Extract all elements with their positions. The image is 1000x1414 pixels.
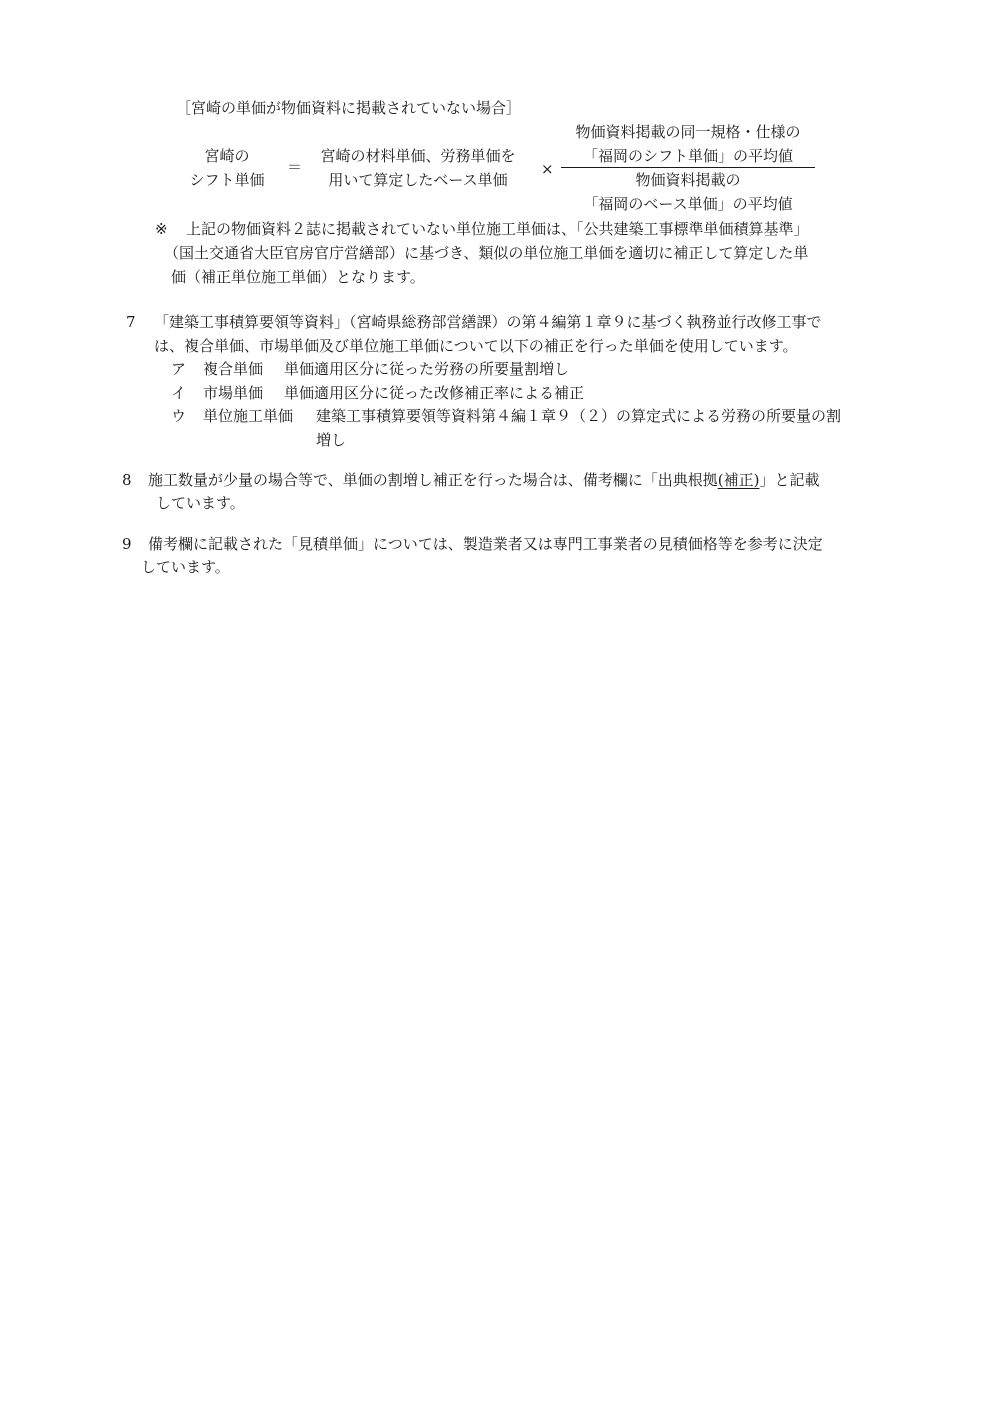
item8-line1-underlined: (補正) [717, 471, 760, 489]
note-line3: 価（補正単位施工単価）となります。 [171, 268, 425, 286]
formula-lhs-line1: 宮崎の [204, 147, 250, 165]
item9-line1: 備考欄に記載された「見積単価」については、製造業者又は専門工事業者の見積価格等を参考に決定 [148, 535, 823, 553]
note-line1: 上記の物価資料２誌に掲載されていない単位施工単価は、「公共建築工事標準単価積算基準」 [186, 220, 809, 238]
item8-line1-tail: 」と記載 [759, 471, 820, 489]
formula-numerator-line2: 「福岡のシフト単価」の平均値 [582, 147, 793, 165]
formula-denominator-line2: 「福岡のベース単価」の平均値 [583, 195, 793, 213]
formula-base-line1: 宮崎の材料単価、労務単価を [320, 147, 516, 165]
item7-sub-i-text: 単価適用区分に従った改修補正率による補正 [284, 384, 585, 402]
formula-equals-sign: ＝ [287, 158, 303, 176]
formula-heading: ［宮崎の単価が物価資料に掲載されていない場合］ [176, 99, 522, 117]
item7-sub-a-mark: ア [171, 360, 187, 378]
item9-number: 9 [122, 535, 132, 553]
item8-line2: しています。 [156, 494, 245, 512]
item7-line2: は、複合単価、市場単価及び単位施工単価について以下の補正を行った単価を使用しています。 [154, 337, 798, 355]
item7-sub-u-continuation: 増し [316, 431, 347, 449]
item8-line1-text: 施工数量が少量の場合等で、単価の割増し補正を行った場合は、備考欄に「出典根拠 [148, 471, 718, 489]
item7-sub-i-mark: イ [171, 384, 187, 402]
item7-sub-a-label: 複合単価 [203, 360, 264, 378]
note-mark: ※ [155, 220, 168, 238]
formula-denominator-line1: 物価資料掲載の [635, 171, 741, 189]
item8-line1 [148, 468, 819, 492]
item7-sub-u-mark: ウ [171, 407, 187, 425]
item7-sub-u-text: 建築工事積算要領等資料第４編１章９（２）の算定式による労務の所要量の割 [316, 407, 842, 425]
formula-lhs-line2: シフト単価 [189, 171, 265, 189]
formula-times-sign: × [541, 160, 554, 178]
formula-numerator-line1: 物価資料掲載の同一規格・仕様の [575, 123, 801, 141]
item7-sub-i-label: 市場単価 [203, 384, 264, 402]
item7-sub-u-label: 単位施工単価 [203, 407, 294, 425]
formula-base-line2: 用いて算定したベース単価 [328, 171, 508, 189]
item7-line1: 「建築工事積算要領等資料」（宮崎県総務部営繕課）の第４編第１章９に基づく執務並行改修工事で [154, 313, 822, 331]
item9-line2: しています。 [141, 558, 230, 576]
item7-number: 7 [126, 313, 136, 331]
item7-sub-a-text: 単価適用区分に従った労務の所要量割増し [284, 360, 570, 378]
item8-number: 8 [122, 471, 132, 489]
note-line2: （国土交通省大臣官房官庁営繕部）に基づき、類似の単位施工単価を適切に補正して算定した単 [164, 244, 809, 262]
